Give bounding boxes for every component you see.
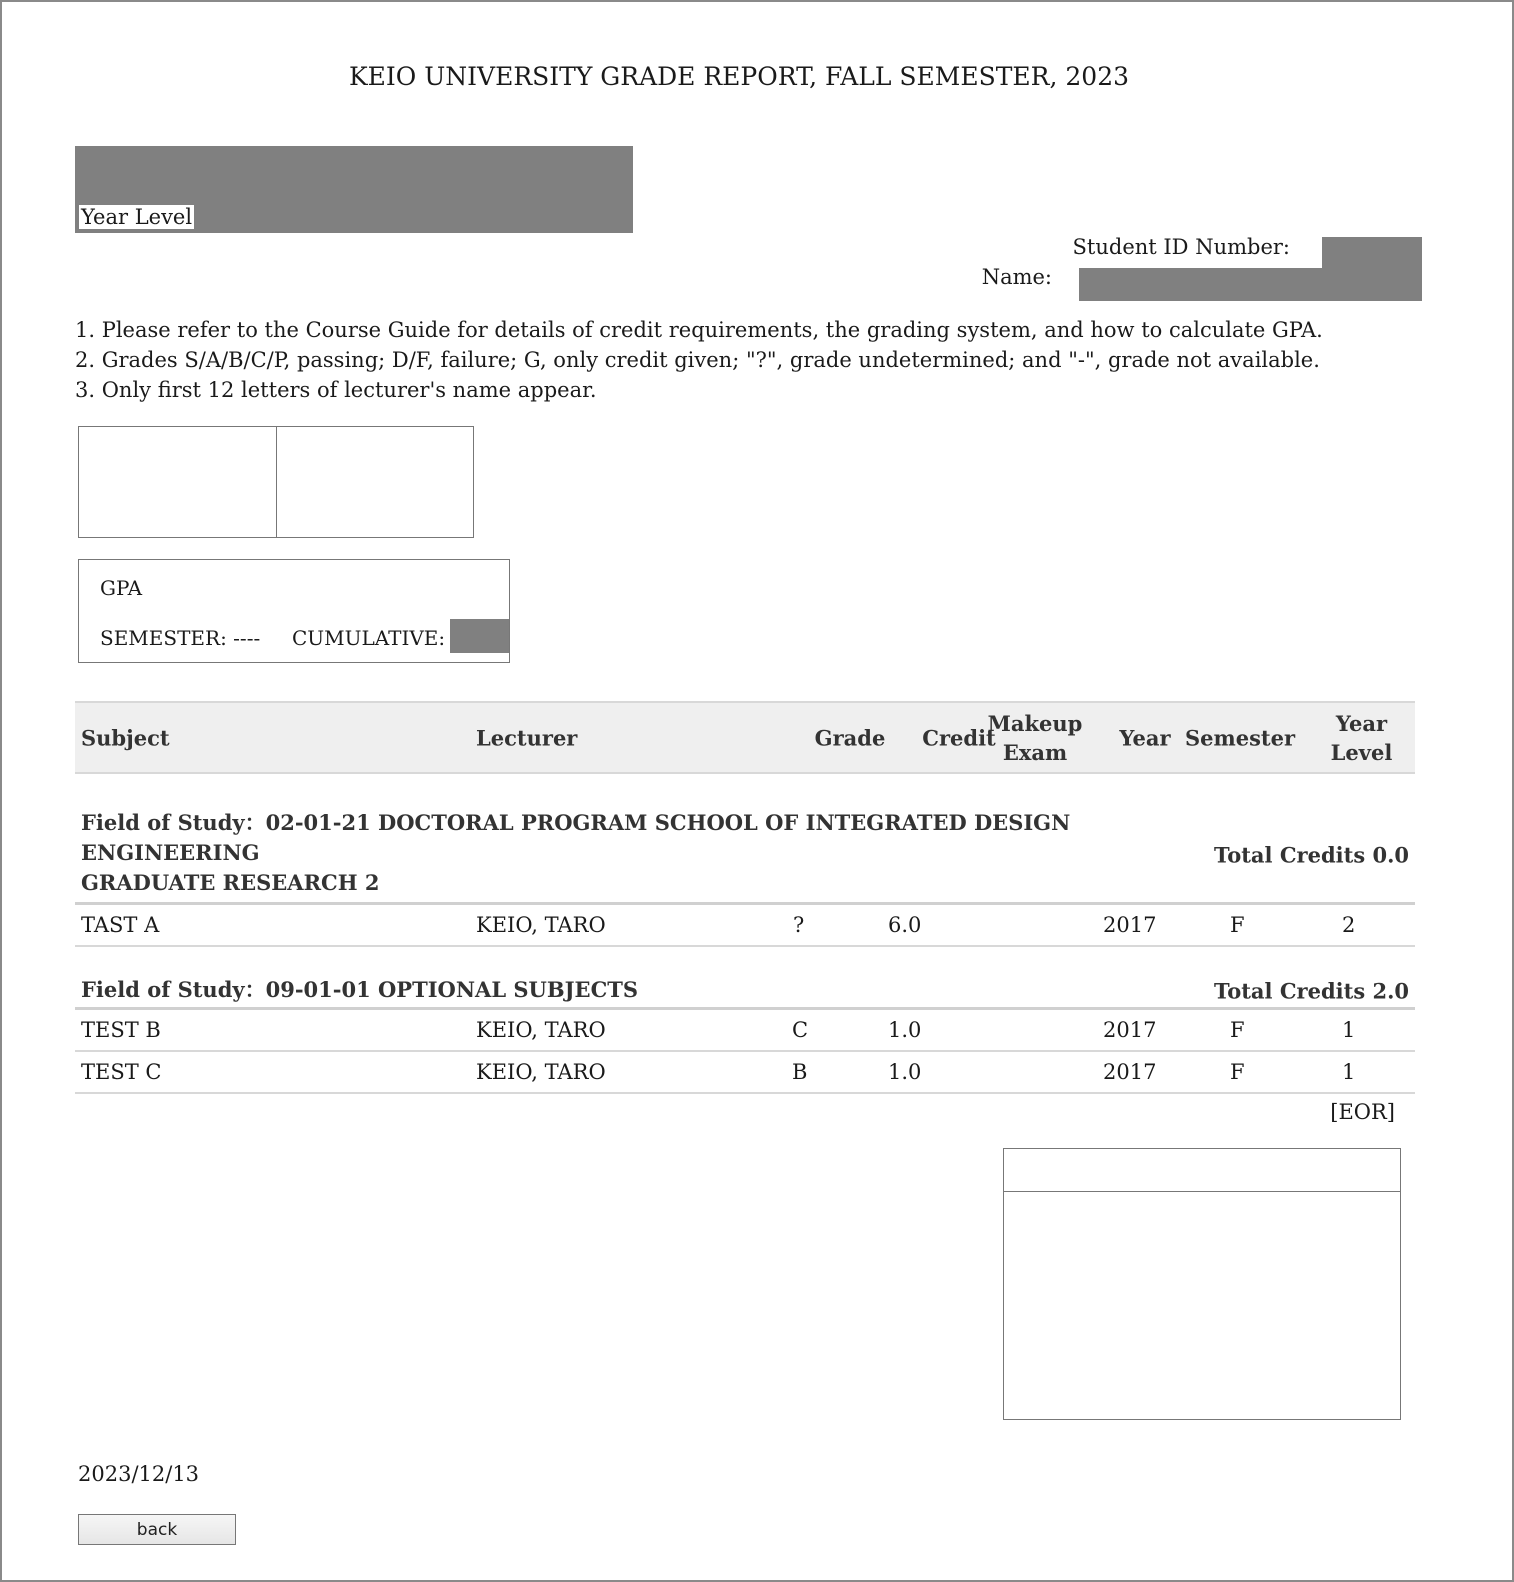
cell-year: 2017 [1103, 913, 1157, 937]
seal-box [1003, 1148, 1401, 1420]
cell-subject: TAST A [81, 913, 160, 937]
back-button[interactable]: back [78, 1514, 236, 1545]
seal-box-header [1004, 1149, 1400, 1192]
cell-year-level: 1 [1342, 1060, 1356, 1084]
table-row [75, 1052, 1415, 1094]
total-credits: Total Credits 2.0 [1214, 978, 1409, 1004]
table-header [75, 701, 1415, 774]
gpa-semester: SEMESTER: ---- [100, 626, 261, 650]
note-item: 2. Grades S/A/B/C/P, passing; D/F, failure; G, only credit given; "?", grade undetermined; and "-", grade not available. [75, 348, 1320, 372]
gpa-box [78, 559, 510, 663]
cell-credit: 1.0 [888, 1060, 922, 1084]
header-makeup-line: Makeup [987, 710, 1083, 736]
cell-semester: F [1230, 1060, 1245, 1084]
cell-year-level: 2 [1342, 913, 1356, 937]
gpa-title: GPA [100, 576, 143, 600]
notes-list [75, 315, 1323, 405]
year-level-label: Year Level [81, 205, 193, 229]
field-of-study-name [75, 808, 1155, 898]
field-of-study-row [75, 975, 1415, 1010]
cell-lecturer: KEIO, TARO [476, 1018, 606, 1042]
cell-year-level: 1 [1342, 1018, 1356, 1042]
gpa-cumulative-label: CUMULATIVE: [292, 626, 446, 650]
student-id-redacted [1322, 237, 1422, 271]
header-lecturer: Lecturer [476, 725, 578, 750]
table-row [75, 1010, 1415, 1052]
report-date: 2023/12/13 [78, 1462, 200, 1486]
header-year: Year [1119, 725, 1171, 750]
empty-cell [276, 427, 474, 537]
empty-cell [79, 427, 276, 537]
cell-grade: B [792, 1060, 808, 1084]
empty-info-box [78, 426, 474, 538]
name-redacted [1079, 268, 1422, 301]
cell-subject: TEST B [81, 1018, 161, 1042]
field-name-line: Field of Study：02-01-21 DOCTORAL PROGRAM SCHOOL OF INTEGRATED DESIGN ENGINEERING [81, 810, 1071, 865]
grades-table [75, 701, 1415, 1124]
name-label: Name: [981, 265, 1052, 289]
note-item: 3. Only first 12 letters of lecturer's name appear. [75, 378, 597, 402]
cell-credit: 6.0 [888, 913, 922, 937]
cell-semester: F [1230, 913, 1245, 937]
header-grade: Grade [814, 725, 886, 750]
header-credit: Credit [922, 725, 996, 750]
cell-grade: C [792, 1018, 809, 1042]
note-item: 1. Please refer to the Course Guide for details of credit requirements, the grading system, and how to calculate GPA. [75, 318, 1323, 342]
cell-subject: TEST C [81, 1060, 162, 1084]
field-of-study-row [75, 808, 1415, 905]
table-row [75, 905, 1415, 947]
cell-year: 2017 [1103, 1060, 1157, 1084]
student-id-label: Student ID Number: [1072, 235, 1290, 259]
end-of-record: [EOR] [1330, 1100, 1395, 1124]
field-name-line: GRADUATE RESEARCH 2 [81, 870, 380, 895]
header-exam-line: Exam [1002, 739, 1068, 765]
cell-grade: ? [793, 913, 805, 937]
gpa-cumulative-redacted [450, 619, 509, 653]
cell-semester: F [1230, 1018, 1245, 1042]
field-name-line: Field of Study：09-01-01 OPTIONAL SUBJECTS [81, 977, 639, 1002]
cell-credit: 1.0 [888, 1018, 922, 1042]
cell-lecturer: KEIO, TARO [476, 1060, 606, 1084]
header-semester: Semester [1185, 725, 1296, 750]
total-credits: Total Credits 0.0 [1214, 842, 1409, 868]
header-year-level: Year Level [1330, 710, 1393, 765]
cell-year: 2017 [1103, 1018, 1157, 1042]
field-of-study-name [75, 975, 1155, 1005]
header-makeup-exam [975, 709, 1095, 767]
header-subject: Subject [81, 725, 170, 750]
page-title: KEIO UNIVERSITY GRADE REPORT, FALL SEMESTER, 2023 [348, 62, 1130, 91]
cell-lecturer: KEIO, TARO [476, 913, 606, 937]
